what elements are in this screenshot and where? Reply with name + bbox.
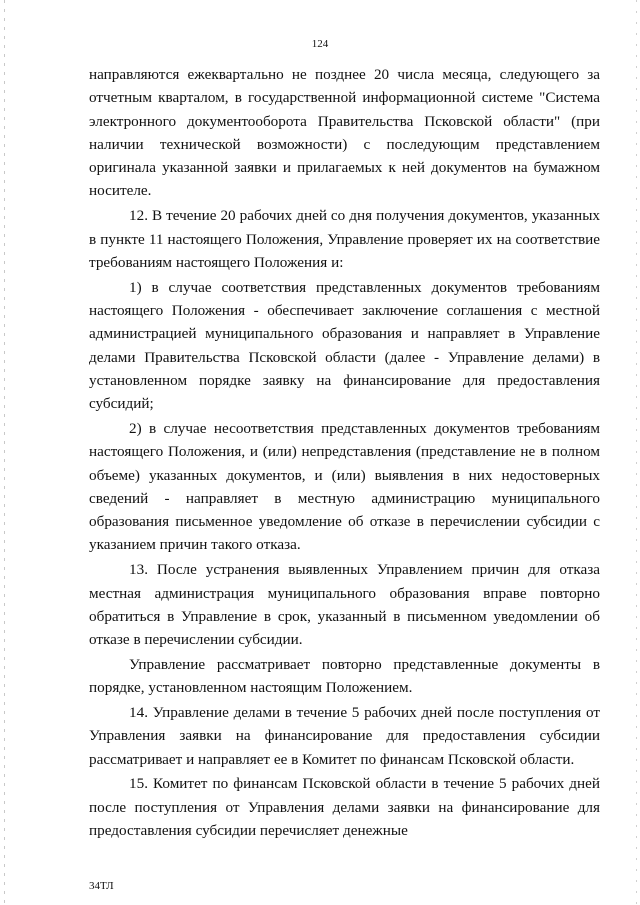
paragraph-subitem-2: 2) в случае несоответствия представленных документов требованиям настоящего Положения, и (или) непредставления (представление не в полном объеме) указанных документов, и (или) выявления в них недостоверных сведений - направляет в местную администрацию муниципального образования письменное уведомление об отказе в перечислении субсидии с указанием причин такого отказа. (89, 419, 600, 554)
paragraph-item-15: 15. Комитет по финансам Псковской области в течение 5 рабочих дней после поступления от Управления делами заявки на финансирование для предоставления субсидии перечисляет денежные (89, 775, 600, 839)
document-body (89, 63, 600, 842)
scan-edge-left (4, 0, 5, 905)
page-number: 124 (311, 38, 329, 50)
scan-edge-right (636, 0, 637, 905)
footer-code: 34ТЛ (89, 880, 114, 892)
paragraph-continuation: направляются ежеквартально не позднее 20 числа месяца, следующего за отчетным кварталом, в государственной информационной системе "Система электронного документооборота Правительства Псковской области" (при наличии технической возможности) с последующим представлением оригинала указанной заявки и прилагаемых к ней документов на бумажном носителе. (89, 66, 600, 200)
paragraph-review: Управление рассматривает повторно представленные документы в порядке, установленном настоящим Положением. (89, 655, 600, 697)
paragraph-item-14: 14. Управление делами в течение 5 рабочих дней после поступления от Управления заявки на финансирование для предоставления субсидии рассматривает и направляет ее в Комитет по финансам Псковской области. (89, 704, 600, 768)
paragraph-item-13: 13. После устранения выявленных Управлением причин для отказа местная администрация муниципального образования вправе повторно обратиться в Управление в срок, указанный в письменном уведомлении об отказе в перечислении субсидии. (89, 561, 600, 649)
paragraph-item-12: 12. В течение 20 рабочих дней со дня получения документов, указанных в пункте 11 настоящего Положения, Управление проверяет их на соответствие требованиям настоящего Положения и: (89, 207, 600, 271)
paragraph-subitem-1: 1) в случае соответствия представленных документов требованиям настоящего Положения - обеспечивает заключение соглашения с местной администрацией муниципального образования и направляет в Управление делами Правительства Псковской области (далее - Управление делами) в установленном порядке заявку на финансирование для предоставления субсидий; (89, 278, 600, 413)
